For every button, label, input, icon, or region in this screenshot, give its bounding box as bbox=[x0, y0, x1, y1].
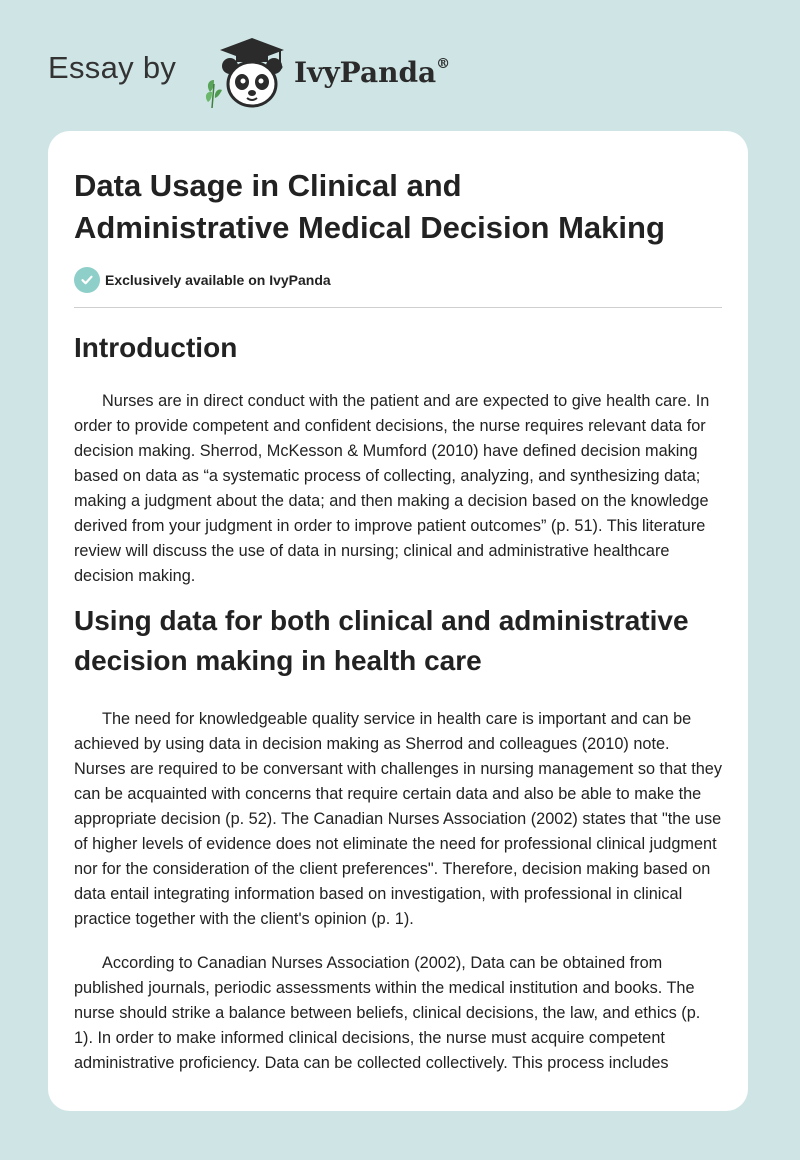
article-content bbox=[74, 131, 722, 1076]
site-header bbox=[48, 30, 648, 110]
exclusive-badge bbox=[74, 266, 722, 294]
section-heading-introduction: Introduction bbox=[74, 332, 238, 363]
brand-logo-text[interactable]: IvyPanda® bbox=[294, 55, 451, 89]
page-title: Data Usage in Clinical and Administrative Medical Decision Making bbox=[74, 168, 665, 245]
exclusive-badge-label: Exclusively available on IvyPanda bbox=[105, 272, 331, 288]
paragraph: Nurses are in direct conduct with the patient and are expected to give health care. In order to provide competent and confident decisions, the nurse requires relevant data for decision making. Sherrod, McKesson & Mumford (2010) have defined decision making based on data as “a systematic process of collecting, analyzing, and synthesizing data; making a judgment about the data; and then making a decision based on the knowledge derived from your judgment in order to improve patient outcomes” (p. 51). This literature review will discuss the use of data in nursing; clinical and administrative healthcare decision making. bbox=[74, 392, 710, 585]
paragraph: According to Canadian Nurses Association (2002), Data can be obtained from published journals, periodic assessments within the medical institution and books. The nurse should strike a balance between beliefs, clinical decisions, the law, and ethics (p. 1). In order to make informed clinical decisions, the nurse must acquire competent administrative proficiency. Data can be collected collectively. This process includes bbox=[74, 954, 701, 1072]
paragraph: The need for knowledgeable quality service in health care is important and can be achieved by using data in decision making as Sherrod and colleagues (2010) note. Nurses are required to be conversant with challenges in nursing management so that they can be acquainted with concerns that require certain data and also be able to make the appropriate decision (p. 52). The Canadian Nurses Association (2002) states that "the use of higher levels of evidence does not eliminate the need for professional clinical judgment nor for the consideration of the client preferences". Therefore, decision making based on data entail integrating information based on investigation, with professional in clinical practice together with the client's opinion (p. 1). bbox=[74, 710, 722, 928]
essay-by-label: Essay by bbox=[48, 50, 177, 85]
section-heading-using-data: Using data for both clinical and administrative decision making in health care bbox=[74, 605, 689, 676]
divider bbox=[74, 307, 722, 308]
article-card bbox=[48, 131, 748, 1111]
check-circle-icon bbox=[74, 267, 100, 293]
panda-graduate-icon[interactable] bbox=[200, 36, 292, 112]
